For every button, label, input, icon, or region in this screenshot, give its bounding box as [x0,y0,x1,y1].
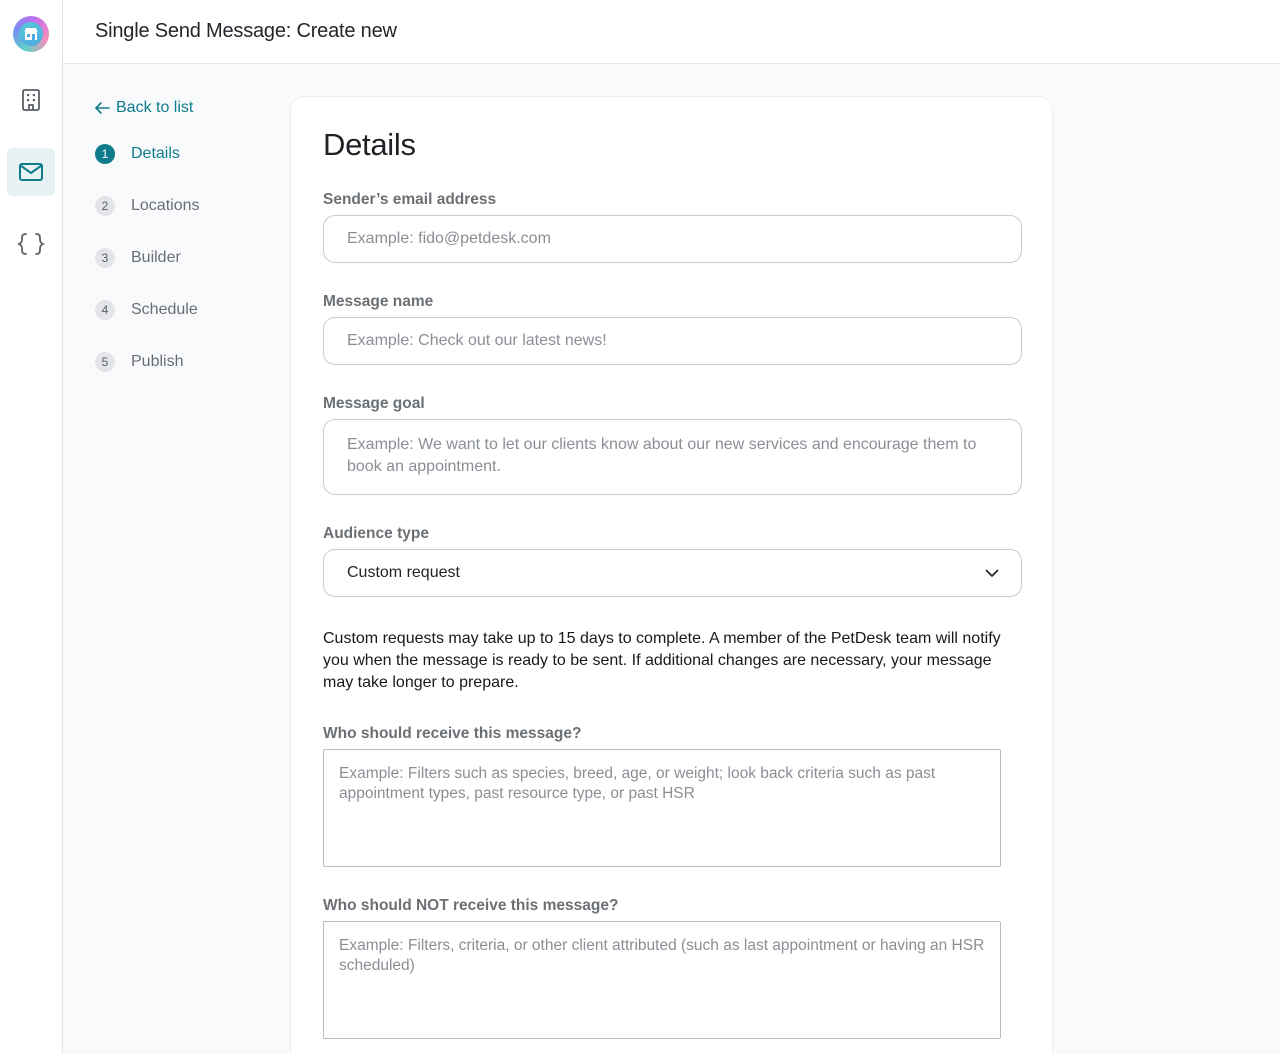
step-number: 1 [95,144,115,164]
building-icon[interactable] [7,76,55,124]
message-goal-input[interactable] [323,419,1022,495]
back-to-list-label: Back to list [116,99,194,116]
top-bar [63,0,1280,64]
storefront-icon [19,22,43,46]
audience-type-select[interactable] [323,549,1022,597]
step-label: Details [131,145,180,162]
step-number: 4 [95,300,115,320]
step-publish[interactable] [95,351,200,373]
sender-email-input[interactable] [323,215,1022,263]
step-label: Locations [131,197,200,214]
step-number: 2 [95,196,115,216]
custom-request-notice: Custom requests may take up to 15 days to complete. A member of the PetDesk team will notify you when the message is ready to be sent. If additional changes are necessary, your message may take longer to prepare. [323,630,1001,691]
not-receive-label: Who should NOT receive this message? [323,897,619,914]
audience-type-label: Audience type [323,525,429,542]
step-number: 3 [95,248,115,268]
mail-icon[interactable] [7,148,55,196]
step-label: Schedule [131,301,198,318]
message-goal-label: Message goal [323,395,425,412]
chevron-down-icon [985,569,999,578]
icon-rail [0,0,63,1054]
back-to-list-link[interactable] [94,97,193,119]
step-details[interactable] [95,143,200,165]
section-heading: Details [323,127,416,162]
not-receive-input[interactable] [323,921,1001,1039]
sender-email-label: Sender’s email address [323,191,497,208]
step-builder[interactable] [95,247,200,269]
receive-input[interactable] [323,749,1001,867]
braces-icon[interactable] [7,220,55,268]
message-name-input[interactable] [323,317,1022,365]
step-label: Builder [131,249,181,266]
message-name-label: Message name [323,293,434,310]
step-label: Publish [131,353,184,370]
arrow-left-icon [94,101,110,115]
step-locations[interactable] [95,195,200,217]
receive-label: Who should receive this message? [323,725,582,742]
step-schedule[interactable] [95,299,200,321]
audience-type-value: Custom request [347,564,460,581]
step-list [95,143,200,403]
details-card [290,96,1053,1054]
app-logo[interactable] [13,16,49,52]
step-number: 5 [95,352,115,372]
page-title: Single Send Message: Create new [95,20,397,42]
